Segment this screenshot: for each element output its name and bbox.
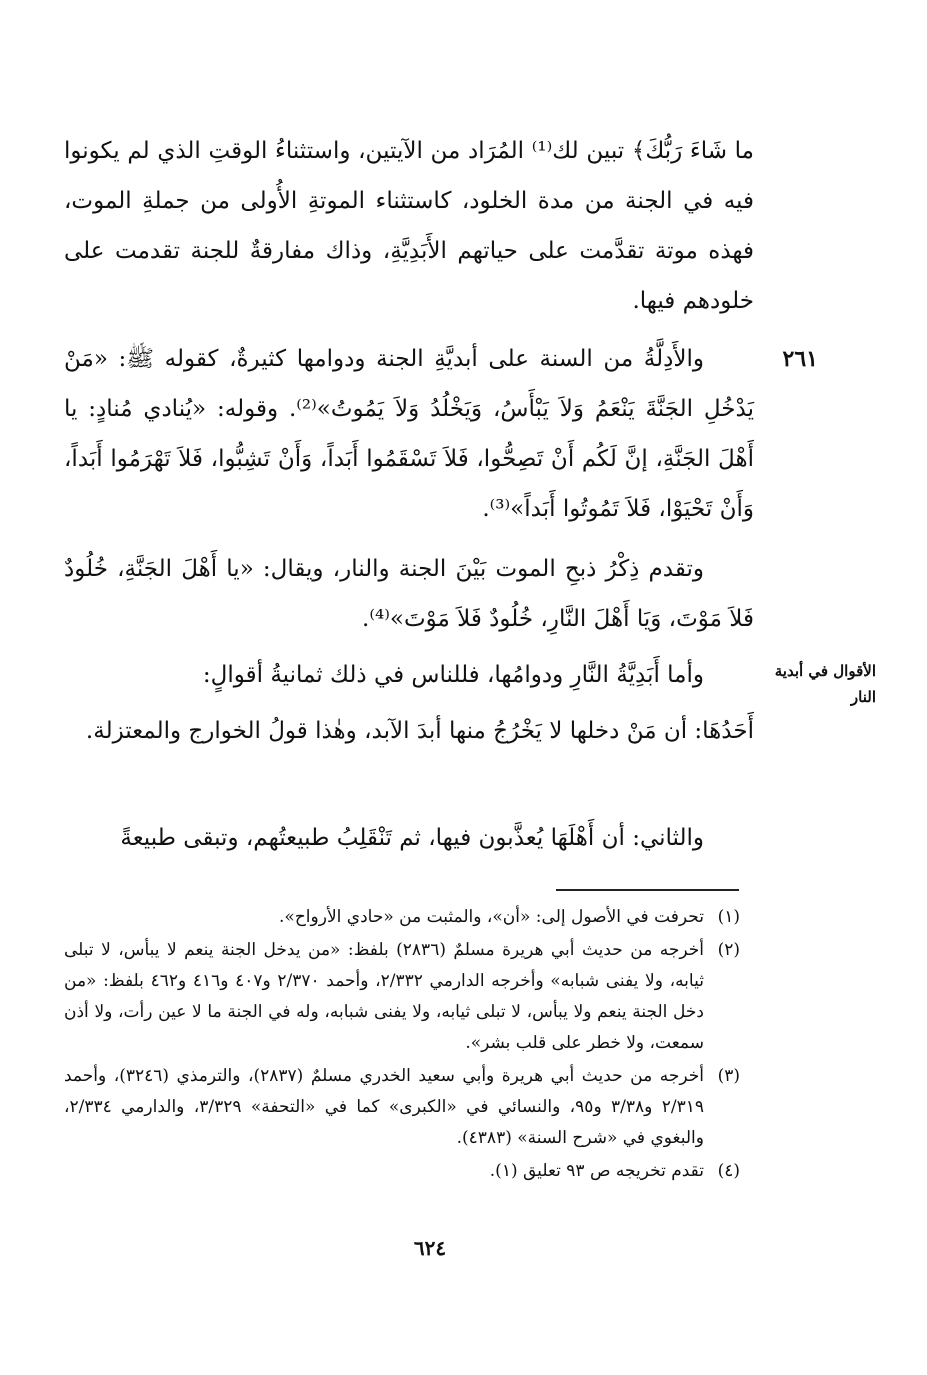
paragraph-abadiya-text: وأما أَبَدِيَّةُ النَّارِ ودوامُها، فللناس في ذلك ثمانيةُ أقوالٍ:: [202, 662, 704, 688]
footnotes: [64, 902, 740, 1189]
footnote-mark: (٢): [717, 940, 740, 960]
paragraph-first-text: أَحَدُهَا: أن مَنْ دخلها لا يَخْرُجُ منها أبدَ الآبد، وهٰذا قولُ الخوارج والمعتزلة.: [85, 718, 754, 744]
paragraph-abadiya: [64, 650, 754, 700]
footnote-text: أخرجه من حديث أبي هريرة مسلمٌ (٢٨٣٦) بلفظ: «من يدخل الجنة ينعم لا يبأس، لا تبلى ثيابه، ولا يفنى شبابه» وأخرجه الدارمي ٢/٣٣٢، وأحمد ٢/٣٧٠ و٤٠٧ و٤١٦ و٤٦٢ بلفظ: «من دخل الجنة ينعم ولا يبأس، لا تبلى ثيابه، ولا يفنى شبابه، وله في الجنة ما لا عين رأت، ولا أذن سمعت، ولا خطر على قلب بشر».: [64, 940, 704, 1053]
footnote-mark: (٣): [717, 1066, 740, 1086]
footnote-mark: (١): [717, 907, 740, 927]
paragraph-top-text: ما شَاءَ رَبُّكَ﴾ تبين لك⁽¹⁾ المُرَاد من الآيتين، واستثناءُ الوقتِ الذي لم يكونوا فيه في الجنة من مدة الخلود، كاستثناء الموتةِ الأُولى من جملةِ الموت، فهذه موتة تقدَّمت على حياتهم الأَبَدِيَّةِ، وذاك مفارقةٌ للجنة تقدمت على خلودهم فيها.: [64, 138, 754, 314]
page-number: ٦٢٤: [413, 1236, 447, 1260]
paragraph-261-text: والأَدِلَّةُ من السنة على أبديَّةِ الجنة ودوامها كثيرةٌ، كقوله ﷺ: «مَنْ يَدْخُلِ الجَنَّةَ يَنْعَمُ وَلاَ يَبْأَسُ، وَيَخْلُدُ وَلاَ يَمُوتُ»⁽²⁾. وقوله: «يُنادي مُنادٍ: يا أَهْلَ الجَنَّةِ، إنَّ لَكُم أَنْ تَصِحُّوا، فَلاَ تَسْقَمُوا أَبَداً، وَأَنْ تَشِبُّوا، فَلاَ تَهْرَمُوا أَبَداً، وَأَنْ تَحْيَوْا، فَلاَ تَمُوتُوا أَبَداً»⁽³⁾.: [64, 346, 754, 522]
paragraph-number: ٢٦١: [782, 346, 818, 372]
paragraph-second: [64, 813, 754, 863]
paragraph-first: [64, 706, 754, 756]
footnote-3: [64, 1061, 740, 1154]
footnote-2: [64, 935, 740, 1059]
footnote-1: [64, 902, 740, 933]
footnote-text: تحرفت في الأصول إلى: «أن»، والمثبت من «حادي الأرواح».: [279, 907, 704, 927]
paragraph-top: [64, 126, 754, 326]
paragraph-death: [64, 544, 754, 644]
footnote-text: أخرجه من حديث أبي هريرة وأبي سعيد الخدري مسلمٌ (٢٨٣٧)، والترمذي (٣٢٤٦)، وأحمد ٢/٣١٩ و٣/٣٨ و٩٥، والنسائي في «الكبرى» كما في «التحفة» ٣/٣٢٩، والدارمي ٢/٣٣٤، والبغوي في «شرح السنة» (٤٣٨٣).: [64, 1066, 704, 1148]
side-heading: الأقوال في أبدية النار: [774, 662, 876, 706]
footnote-4: [64, 1156, 740, 1187]
footnote-separator: [556, 889, 739, 891]
paragraph-second-text: والثاني: أن أَهْلَهَا يُعذَّبون فيها، ثم تَنْقَلِبُ طبيعتُهم، وتبقى طبيعةً: [120, 825, 704, 851]
footnote-text: تقدم تخريجه ص ٩٣ تعليق (١).: [489, 1161, 704, 1181]
footnote-mark: (٤): [717, 1161, 740, 1181]
paragraph-death-text: وتقدم ذِكْرُ ذبحِ الموت بَيْنَ الجنة والنار، ويقال: «يا أَهْلَ الجَنَّةِ، خُلُودٌ فَلاَ مَوْتَ، وَيَا أَهْلَ النَّارِ، خُلُودٌ فَلاَ مَوْتَ»⁽⁴⁾.: [64, 556, 754, 632]
paragraph-261: [64, 334, 754, 534]
